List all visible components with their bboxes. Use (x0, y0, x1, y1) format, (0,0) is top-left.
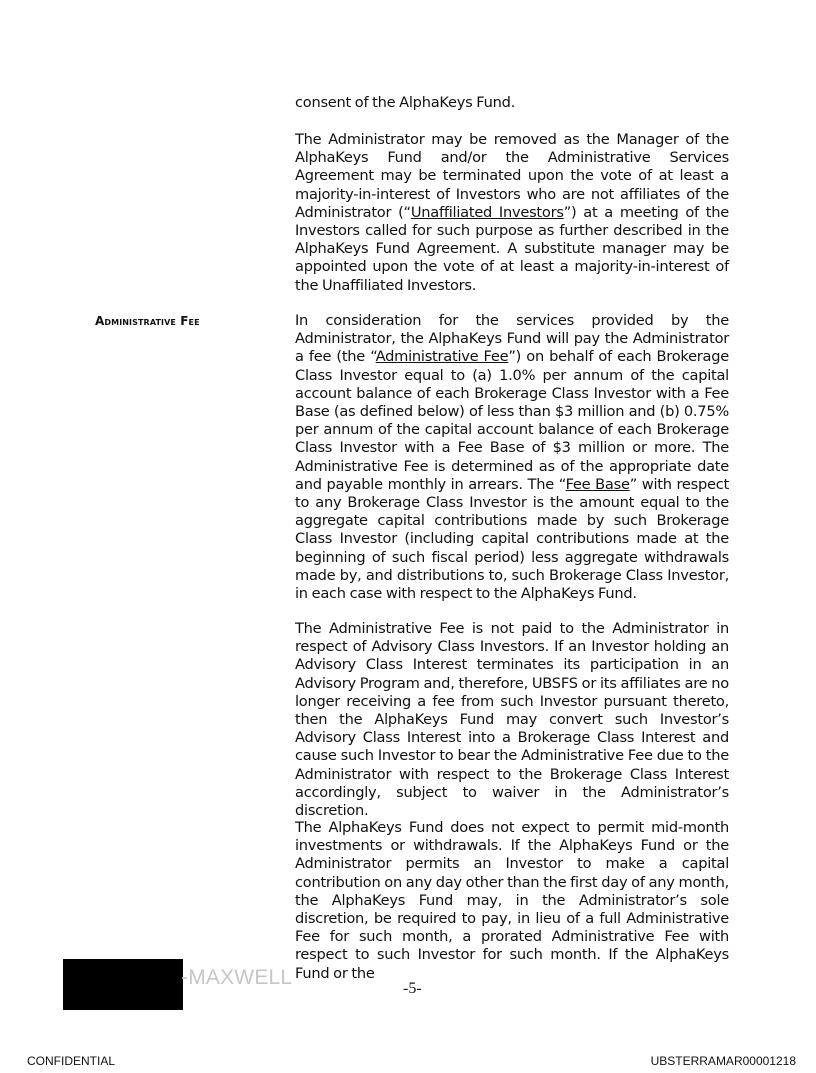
section-heading-administrative-fee: Administrative Fee (95, 314, 200, 328)
paragraph-advisory-class (295, 620, 729, 820)
bates-number: UBSTERRAMAR00001218 (650, 1054, 796, 1068)
paragraph-mid-month (295, 819, 729, 983)
paragraph-fee-consideration (295, 312, 729, 603)
maxwell-stamp: -MAXWELL (181, 966, 293, 989)
confidential-label: CONFIDENTIAL (27, 1054, 116, 1068)
paragraph-continued: consent of the AlphaKeys Fund. (295, 94, 515, 111)
redaction-box (63, 959, 183, 1010)
defined-term-unaffiliated-investors: Unaffiliated Investors (410, 203, 564, 221)
defined-term-fee-base: Fee Base (565, 475, 630, 493)
paragraph-text: ”) on behalf of each Brokerage Class Investor equal to (a) 1.0% per annum of the capital account balance of each Brokerage Class Investor with a Fee Base (as defined below) of less than $3 million and (b) 0.75% per annum of the capital account balance of each Brokerage Class Investor with a Fee Base of $3 million or more. The Administrative Fee is determined as of the appropriate date and payable monthly in arrears. The “ (295, 348, 729, 493)
paragraph-text: The Administrator may be removed as the Manager of the AlphaKeys Fund and/or the Administrative Services Agreement may be terminated upon the vote of at least a majority-in-interest of Investors who are not affiliates of the Administrator (“ (295, 131, 729, 221)
paragraph-removal (295, 131, 729, 295)
page-number: -5- (403, 980, 422, 997)
paragraph-text: In consideration for the services provided by the Administrator, the AlphaKeys Fund will pay the Administrator a fee (the “ (295, 312, 729, 366)
paragraph-text: ” with respect to any Brokerage Class Investor is the amount equal to the aggregate capital contributions made by such Brokerage Class Investor (including capital contributions made at the beginning of such fiscal period) less aggregate withdrawals made by, and distributions to, such Brokerage Class Investor, in each case with respect to the AlphaKeys Fund. (295, 475, 729, 603)
paragraph-text: ”) at a meeting of the Investors called for such purpose as further described in the AlphaKeys Fund Agreement. A substitute manager may be appointed upon the vote of at least a majority-in-interest of the Unaffiliated Investors. (295, 203, 729, 294)
paragraph-text: The Administrative Fee is not paid to the Administrator in respect of Advisory Class Investors. If an Investor holding an Advisory Class Interest terminates its participation in an Advisory Program and, therefore, UBSFS or its affiliates are no longer receiving a fee from such Investor pursuant thereto, then the AlphaKeys Fund may convert such Investor’s Advisory Class Interest into a Brokerage Class Interest and cause such Investor to bear the Administrative Fee due to the Administrator with respect to the Brokerage Class Interest accordingly, subject to waiver in the Administrator’s discretion. (295, 620, 729, 820)
paragraph-text: The AlphaKeys Fund does not expect to permit mid-month investments or withdrawals. If the AlphaKeys Fund or the Administrator permits an Investor to make a capital contribution on any day other than the first day of any month, the AlphaKeys Fund may, in the Administrator’s sole discretion, be required to pay, in lieu of a full Administrative Fee for such month, a prorated Administrative Fee with respect to such Investor for such month. If the AlphaKeys Fund or the (295, 819, 729, 982)
page-body (295, 94, 729, 112)
defined-term-administrative-fee: Administrative Fee (375, 348, 509, 366)
